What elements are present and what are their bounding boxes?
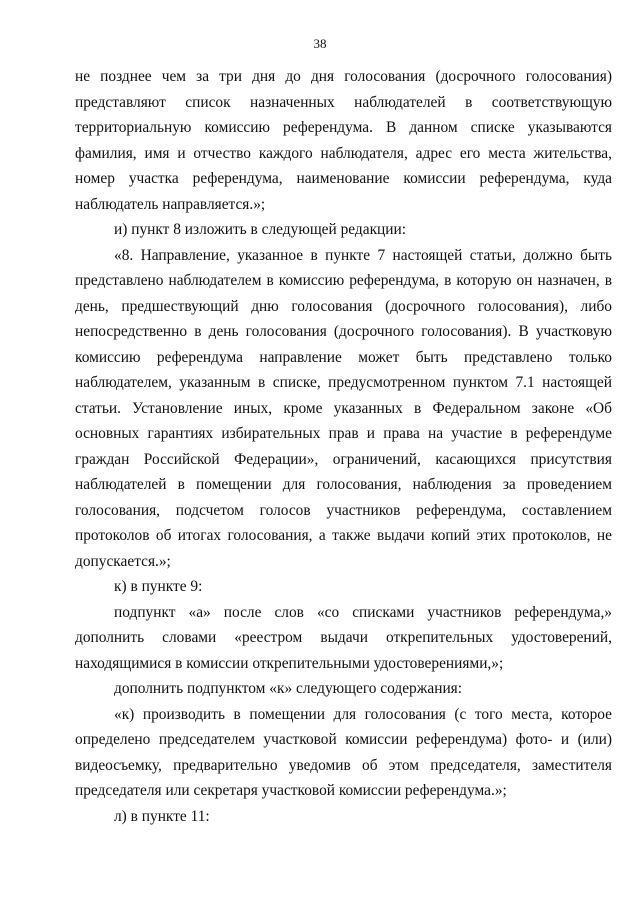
text-line: «к) производить в помещении для голосования (с того места, которое — [114, 705, 612, 723]
text-line: допускается.»; — [75, 552, 171, 570]
page-number: 38 — [313, 36, 327, 51]
text-line: дополнить подпунктом «к» следующего содержания: — [114, 680, 463, 697]
text-line: к) в пункте 9: — [114, 578, 203, 595]
text-line: представлено наблюдателем в комиссию референдума, в которую он назначен, в — [75, 272, 612, 289]
paragraph — [75, 676, 612, 702]
text-line: находящимися в комиссии открепительными удостоверениями,»; — [75, 654, 504, 672]
text-line: фамилия, имя и отчество каждого наблюдателя, адрес его места жительства, — [75, 144, 612, 162]
text-line: основных гарантиях избирательных прав и права на участие в референдуме — [75, 425, 612, 442]
text-line: непосредственно в день голосования (досрочного голосования). В участковую — [75, 323, 612, 340]
paragraph — [75, 243, 612, 575]
text-line: граждан Российской Федерации», ограничений, касающихся присутствия — [75, 450, 612, 468]
text-line: день, предшествующий дню голосования (досрочного голосования), либо — [75, 297, 612, 315]
text-line: и) пункт 8 изложить в следующей редакции: — [114, 221, 407, 238]
text-line: подпункт «а» после слов «со списками участников референдума,» — [114, 603, 612, 621]
text-line: определено председателем участковой комиссии референдума) фото- и (или) — [75, 731, 612, 748]
text-line: территориальную комиссию референдума. В данном списке указываются — [75, 119, 612, 136]
text-line: наблюдателем, указанным в списке, предусмотренном пунктом 7.1 настоящей — [75, 374, 612, 391]
text-line: не позднее чем за три дня до дня голосования (досрочного голосования) — [75, 68, 612, 85]
document-body — [75, 64, 612, 829]
text-line: статьи. Установление иных, кроме указанных в Федеральном законе «Об — [75, 399, 612, 417]
text-line: председателя или секретаря участковой комиссии референдума.»; — [75, 782, 507, 799]
text-line: представляют список назначенных наблюдателей в соответствующую — [75, 93, 612, 111]
text-line: л) в пункте 11: — [114, 807, 210, 825]
text-line: комиссию референдума направление может быть представлено только — [75, 348, 612, 366]
text-line: протоколов об итогах голосования, а также выдачи копий этих протоколов, не — [75, 527, 612, 544]
paragraph — [75, 804, 612, 830]
paragraph — [75, 574, 612, 600]
text-line: видеосъемку, предварительно уведомив об этом председателя, заместителя — [75, 756, 612, 774]
text-line: номер участка референдума, наименование комиссии референдума, куда — [75, 170, 612, 187]
text-line: дополнить словами «реестром выдачи открепительных удостоверений, — [75, 629, 612, 646]
paragraph — [75, 702, 612, 804]
text-line: голосования, подсчетом голосов участников референдума, составлением — [75, 501, 612, 519]
text-line: «8. Направление, указанное в пункте 7 настоящей статьи, должно быть — [114, 246, 612, 264]
paragraph — [75, 600, 612, 677]
text-line: наблюдателей в помещении для голосования, наблюдения за проведением — [75, 476, 612, 493]
paragraph — [75, 217, 612, 243]
paragraph — [75, 64, 612, 217]
text-line: наблюдатель направляется.»; — [75, 195, 266, 213]
